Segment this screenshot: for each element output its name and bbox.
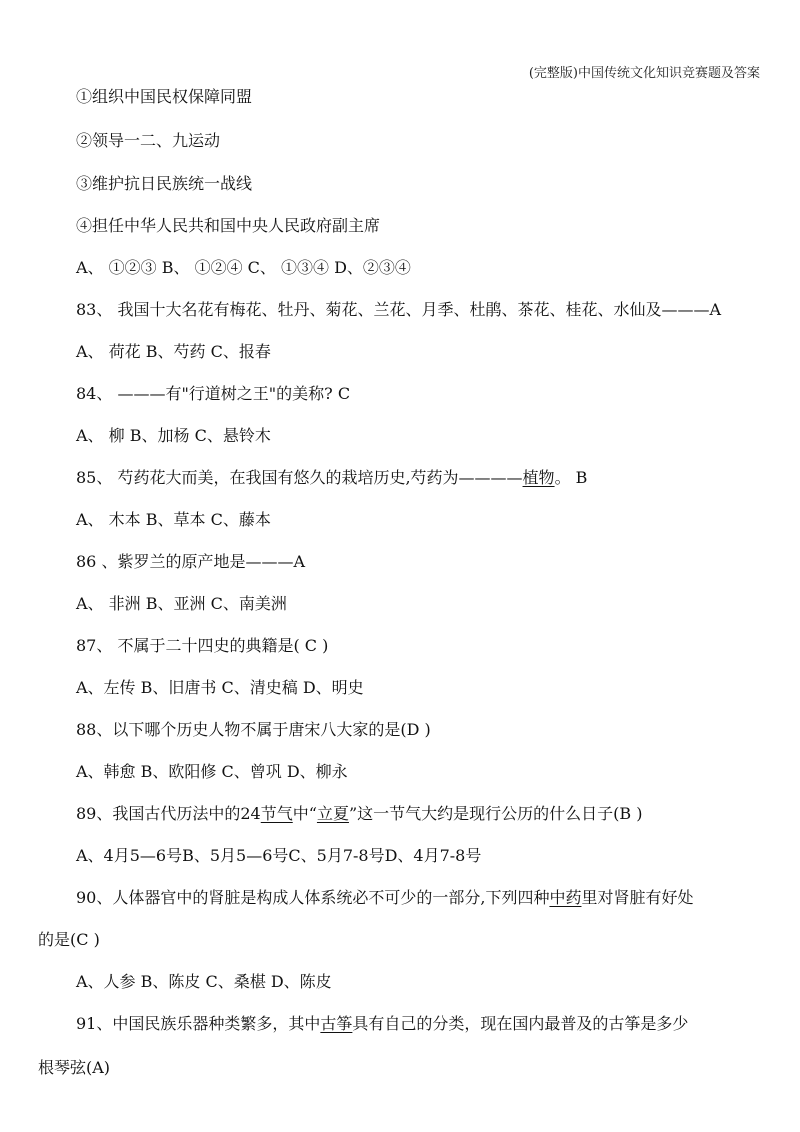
text-line: [76, 468, 587, 488]
text-segment: 86 、紫罗兰的原产地是———A: [76, 552, 306, 571]
text-segment: A、4月5—6号B、5月5—6号C、5月7-8号D、4月7-8号: [76, 846, 482, 865]
text-segment: A、 ①②③ B、 ①②④ C、 ①③④ D、②③④: [76, 258, 411, 277]
text-segment: 具有自己的分类，现在国内最普及的古筝是多少: [352, 1014, 689, 1033]
text-line: [76, 762, 348, 782]
text-line: [76, 636, 328, 656]
text-segment: ②领导一二、九运动: [76, 131, 221, 150]
text-line: [76, 216, 380, 236]
text-line: [76, 131, 220, 151]
underlined-term: 植物: [522, 468, 555, 487]
text-segment: 根琴弦(A): [38, 1058, 111, 1077]
document-header: (完整版)中国传统文化知识竞赛题及答案: [528, 66, 760, 81]
text-line: [38, 1058, 110, 1078]
text-line: [76, 258, 411, 278]
text-segment: 83、 我国十大名花有梅花、牡丹、菊花、兰花、月季、杜鹃、茶花、桂花、水仙及———A: [76, 300, 722, 319]
text-segment: 。 B: [554, 468, 588, 487]
text-segment: ”这一节气大约是现行公历的什么日子(B ): [348, 804, 643, 823]
text-segment: 中“: [292, 804, 317, 823]
text-segment: 里对肾脏有好处: [581, 888, 694, 907]
text-line: [76, 552, 305, 572]
underlined-term: 节气: [260, 804, 293, 823]
text-line: [76, 846, 481, 866]
text-segment: 90、人体器官中的肾脏是构成人体系统必不可少的一部分,下列四种: [76, 888, 550, 907]
underlined-term: 中药: [549, 888, 582, 907]
underlined-term: 立夏: [316, 804, 349, 823]
text-line: [76, 888, 693, 908]
text-segment: 的是(C ): [38, 930, 100, 949]
text-line: [76, 426, 271, 446]
text-line: [76, 300, 721, 320]
text-segment: 91、中国民族乐器种类繁多，其中: [76, 1014, 321, 1033]
text-segment: ③维护抗日民族统一战线: [76, 174, 253, 193]
text-line: [76, 1014, 688, 1034]
text-line: [76, 174, 252, 194]
text-segment: 87、 不属于二十四史的典籍是( C ): [76, 636, 329, 655]
text-line: [38, 930, 100, 950]
text-segment: 85、 芍药花大而美，在我国有悠久的栽培历史,芍药为————: [76, 468, 523, 487]
text-segment: A、人参 B、陈皮 C、桑椹 D、陈皮: [76, 972, 332, 991]
text-line: [76, 678, 364, 698]
text-line: [76, 342, 271, 362]
text-segment: 84、 ———有"行道树之王"的美称? C: [76, 384, 351, 403]
text-segment: ①组织中国民权保障同盟: [76, 87, 253, 106]
text-segment: 89、我国古代历法中的24: [76, 804, 261, 823]
underlined-term: 古筝: [320, 1014, 353, 1033]
text-segment: A、 非洲 B、亚洲 C、南美洲: [76, 594, 287, 613]
text-line: [76, 384, 350, 404]
text-line: [76, 804, 642, 824]
text-segment: ④担任中华人民共和国中央人民政府副主席: [76, 216, 381, 235]
text-segment: 88、以下哪个历史人物不属于唐宋八大家的是(D ): [76, 720, 431, 739]
text-segment: A、 木本 B、草本 C、藤本: [76, 510, 271, 529]
text-segment: A、 荷花 B、芍药 C、报春: [76, 342, 271, 361]
text-line: [76, 972, 332, 992]
text-segment: A、 柳 B、加杨 C、悬铃木: [76, 426, 271, 445]
text-line: [76, 87, 252, 107]
text-line: [76, 594, 287, 614]
text-line: [76, 720, 431, 740]
text-segment: A、韩愈 B、欧阳修 C、曾巩 D、柳永: [76, 762, 348, 781]
text-line: [76, 510, 271, 530]
text-segment: A、左传 B、旧唐书 C、清史稿 D、明史: [76, 678, 364, 697]
